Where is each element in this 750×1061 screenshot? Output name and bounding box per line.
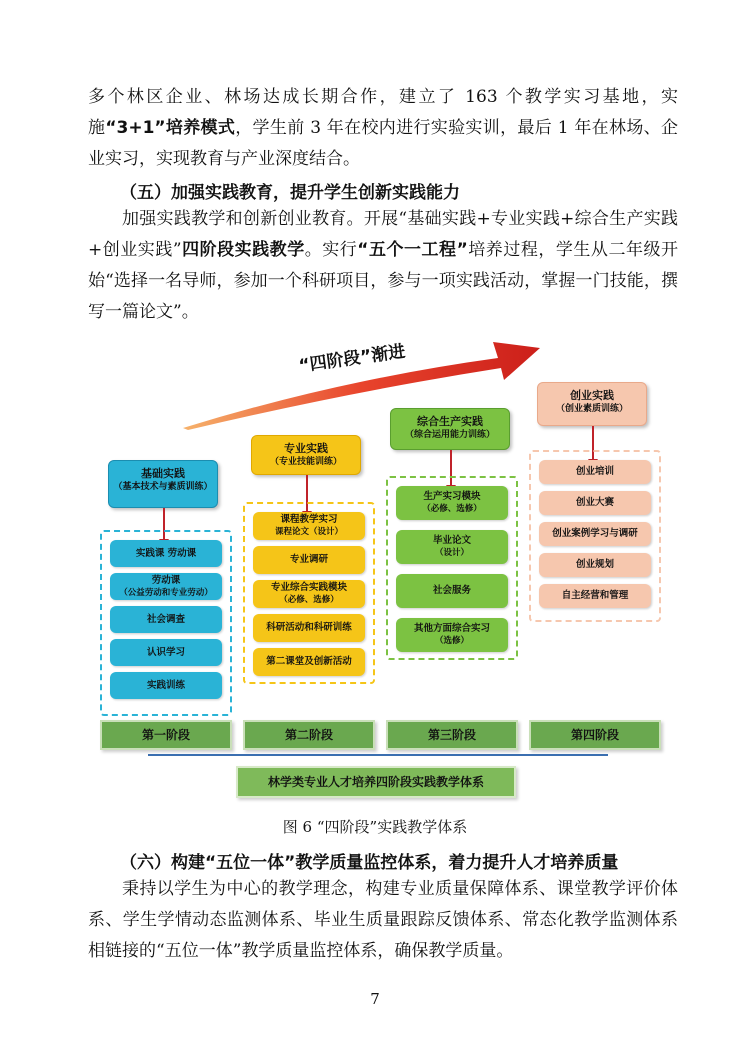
phase-2-item bbox=[253, 580, 365, 608]
phase-header-3 bbox=[390, 408, 510, 450]
item-text: 其他方面综合实习 bbox=[413, 623, 490, 634]
item-text: 课程论文（设计） bbox=[274, 527, 343, 537]
arrow-label: “四阶段”渐进 bbox=[297, 341, 407, 377]
phase-1-item bbox=[110, 573, 222, 600]
phase-2-item bbox=[253, 546, 365, 574]
phase-3-item bbox=[396, 530, 508, 564]
item-text: 创业培训 bbox=[575, 466, 614, 477]
item-text: （选修） bbox=[434, 636, 469, 646]
page-number: 7 bbox=[370, 990, 380, 1008]
item-text: 生产实习模块 bbox=[423, 491, 481, 502]
phase-1-item bbox=[110, 606, 222, 633]
phase-4-item bbox=[539, 553, 651, 577]
four-stage-diagram bbox=[88, 330, 668, 815]
item-text: （设计） bbox=[434, 548, 469, 558]
para2-bold-b: “五个一工程” bbox=[357, 240, 468, 260]
section-heading-6: （六）构建“五位一体”教学质量监控体系，着力提升人才培养质量 bbox=[120, 853, 619, 873]
item-text: 社会服务 bbox=[432, 585, 471, 596]
item-text: 专业调研 bbox=[289, 554, 328, 565]
item-text: 第二课堂及创新活动 bbox=[266, 656, 352, 667]
paragraph-3: 秉持以学生为中心的教学理念，构建专业质量保障体系、课堂教学评价体系、学生学情动态监测体系、毕业生质量跟踪反馈体系、常态化教学监测体系相链接的“五位一体”教学质量监控体系，确保教学质量。 bbox=[88, 879, 678, 961]
item-text: 创业规划 bbox=[575, 559, 614, 570]
phase-3-item bbox=[396, 618, 508, 652]
phase-subtitle-4: （创业素质训练） bbox=[555, 404, 628, 414]
phase-title-4: 创业实践 bbox=[570, 389, 614, 402]
phase-header-2 bbox=[251, 435, 361, 475]
phase-3-item bbox=[396, 486, 508, 520]
phase-2-item bbox=[253, 512, 365, 540]
phase-2-item bbox=[253, 614, 365, 642]
phase-title-1: 基础实践 bbox=[141, 467, 185, 480]
phase-1-item bbox=[110, 639, 222, 666]
phase-4-item bbox=[539, 584, 651, 608]
stage-label-3: 第三阶段 bbox=[386, 720, 518, 750]
section-heading-5: （五）加强实践教育，提升学生创新实践能力 bbox=[120, 183, 460, 203]
phase-4-item bbox=[539, 460, 651, 484]
item-text: 社会调查 bbox=[146, 613, 185, 625]
item-text: 科研活动和科研训练 bbox=[266, 622, 352, 633]
phase-1-item bbox=[110, 672, 222, 699]
figure-caption: 图 6 “四阶段”实践教学体系 bbox=[282, 818, 468, 836]
item-text: 实践训练 bbox=[146, 679, 185, 691]
stage-label-1: 第一阶段 bbox=[100, 720, 232, 750]
item-text: 课程教学实习 bbox=[280, 514, 338, 525]
phase-title-3: 综合生产实践 bbox=[417, 415, 483, 428]
phase-subtitle-2: （专业技能训练） bbox=[269, 457, 342, 467]
phase-3-item bbox=[396, 574, 508, 608]
phase-2-item bbox=[253, 648, 365, 676]
item-text: 认识学习 bbox=[146, 646, 185, 658]
item-text: （必修、选修） bbox=[422, 504, 482, 514]
phase-subtitle-3: （综合运用能力训练） bbox=[404, 430, 495, 440]
phase-title-2: 专业实践 bbox=[284, 442, 328, 455]
stage-divider-line bbox=[148, 754, 608, 756]
stage-label-4: 第四阶段 bbox=[529, 720, 661, 750]
phase-4-item bbox=[539, 491, 651, 515]
para2-text-a: 加强实践教学和创新创业教育。开展“基础实践+专业实践+综合生产实践+创业实践” bbox=[88, 209, 678, 260]
paragraph-1 bbox=[88, 82, 678, 175]
item-text: （公益劳动和专业劳动） bbox=[119, 587, 213, 598]
phase-header-4 bbox=[537, 382, 647, 426]
phase-1-item bbox=[110, 540, 222, 567]
item-text: （必修、选修） bbox=[279, 595, 339, 605]
para1-text-a: 多个林区企业、林场达成长期合作，建立了 163 个教学实习基地，实施 bbox=[88, 87, 678, 138]
paragraph-2 bbox=[88, 204, 678, 328]
item-text: 专业综合实践模块 bbox=[270, 582, 347, 593]
para1-text-b: ，学生前 3 年在校内进行实验实训，最后 1 年在林场、企业实习，实现教育与产业深度结合。 bbox=[88, 118, 678, 169]
item-text: 自主经营和管理 bbox=[561, 590, 629, 601]
para2-text-b: 。实行 bbox=[304, 240, 358, 260]
item-text: 劳动课 bbox=[151, 574, 181, 586]
phase-header-1 bbox=[108, 460, 218, 508]
item-text: 实践课 劳动课 bbox=[135, 547, 197, 559]
para2-text-c: 培养过程，学生从二年级开始“选择一名导师，参加一个科研项目，参与一项实践活动，掌握一门技能，撰写一篇论文”。 bbox=[88, 240, 679, 322]
para2-bold-a: 四阶段实践教学 bbox=[181, 240, 305, 260]
stage-label-2: 第二阶段 bbox=[243, 720, 375, 750]
para1-bold-a: “3+1”培养模式 bbox=[105, 118, 236, 138]
system-title-bar: 林学类专业人才培养四阶段实践教学体系 bbox=[236, 766, 516, 798]
item-text: 毕业论文 bbox=[432, 535, 471, 546]
item-text: 创业案例学习与调研 bbox=[552, 528, 638, 539]
phase-subtitle-1: （基本技术与素质训练） bbox=[113, 482, 213, 492]
item-text: 创业大赛 bbox=[575, 497, 614, 508]
phase-4-item bbox=[539, 522, 651, 546]
